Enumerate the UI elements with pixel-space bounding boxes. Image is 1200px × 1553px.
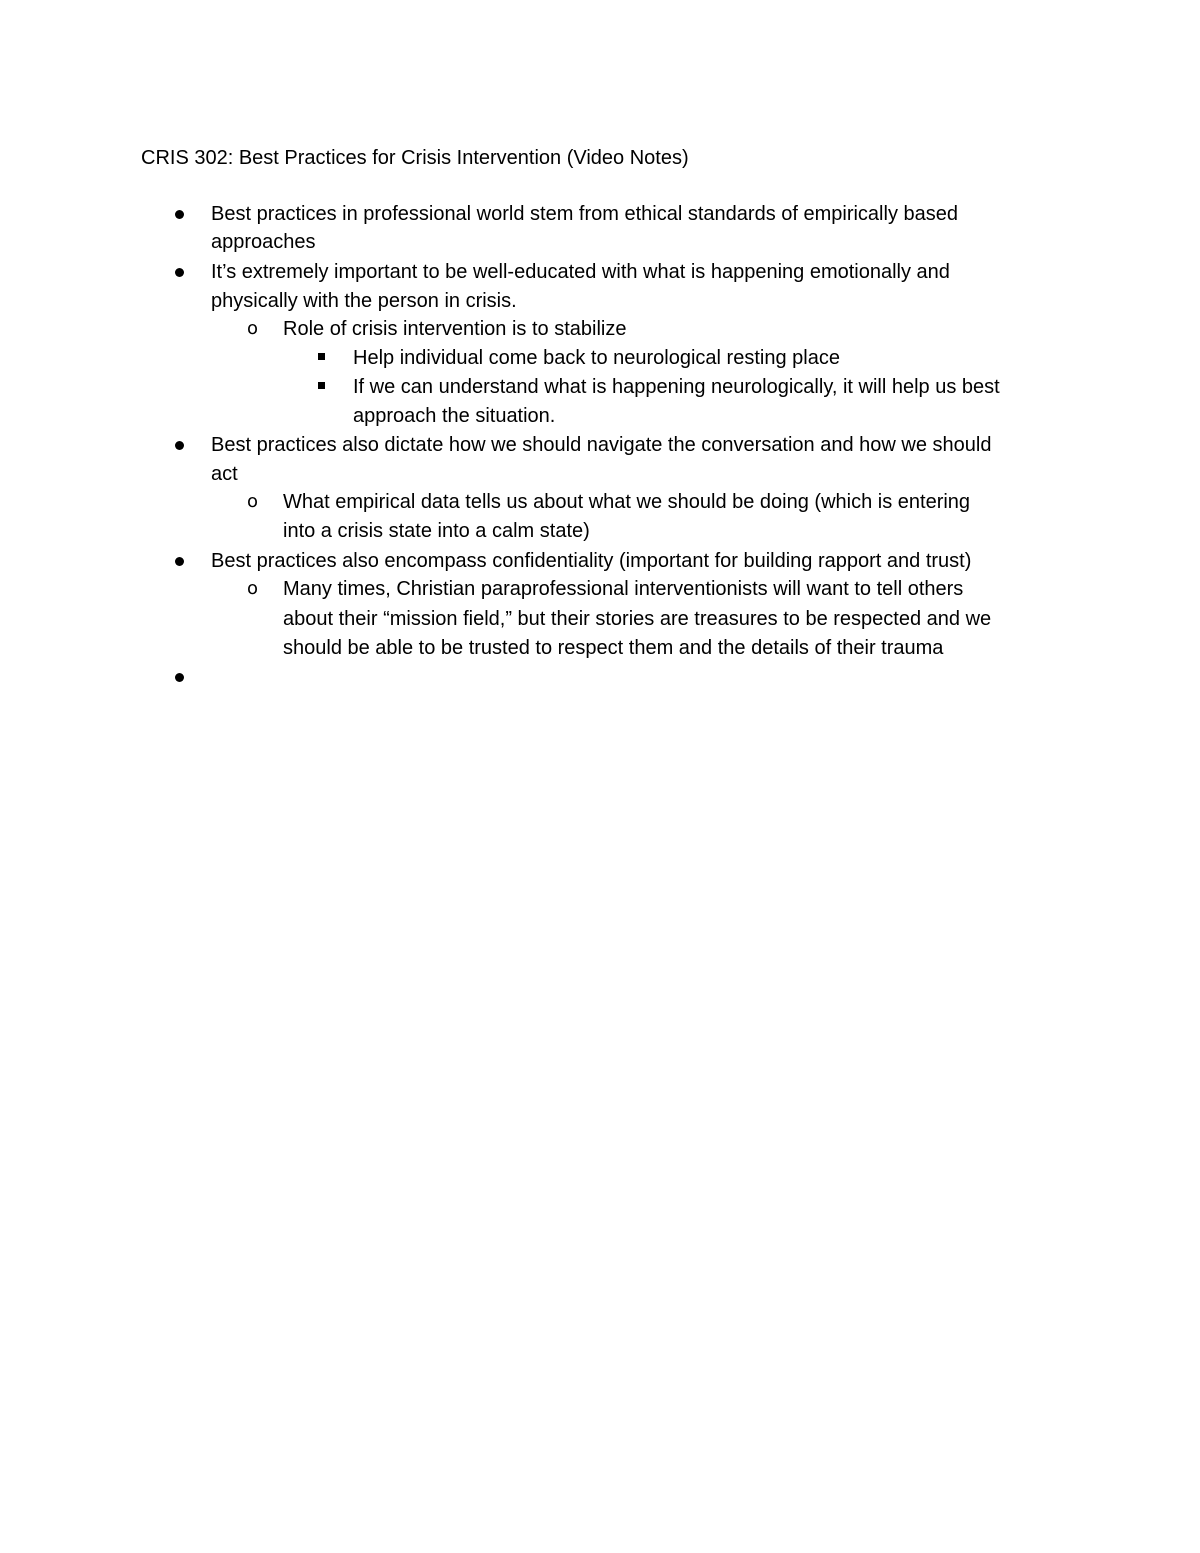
list-item-text: about their “mission field,” but their stories are treasures to be respected and we bbox=[283, 608, 992, 630]
bullet-icon bbox=[175, 268, 184, 277]
list-item-text: should be able to be trusted to respect them and the details of their trauma bbox=[283, 637, 944, 659]
list-item-text: Best practices also encompass confidentiality (important for building rapport and trust) bbox=[211, 550, 972, 572]
hollow-bullet-icon: o bbox=[247, 491, 259, 512]
list-item-text: approach the situation. bbox=[353, 405, 556, 427]
list-item-text: Best practices also dictate how we should navigate the conversation and how we should bbox=[211, 434, 992, 456]
square-bullet-icon bbox=[318, 382, 325, 389]
bullet-icon bbox=[175, 673, 184, 682]
list-item-text: What empirical data tells us about what we should be doing (which is entering bbox=[283, 491, 971, 513]
list-item-text: approaches bbox=[211, 231, 316, 253]
bullet-icon bbox=[175, 557, 184, 566]
hollow-bullet-icon: o bbox=[247, 318, 259, 339]
list-item-text: Role of crisis intervention is to stabilize bbox=[283, 318, 627, 340]
square-bullet-icon bbox=[318, 353, 325, 360]
hollow-bullet-icon: o bbox=[247, 578, 259, 599]
list-item-text: Best practices in professional world stem from ethical standards of empirically based bbox=[211, 203, 958, 225]
document-title: CRIS 302: Best Practices for Crisis Intervention (Video Notes) bbox=[141, 147, 689, 169]
list-item-text: act bbox=[211, 463, 238, 485]
list-item-text: Many times, Christian paraprofessional interventionists will want to tell others bbox=[283, 578, 964, 600]
list-item-text: It’s extremely important to be well-educated with what is happening emotionally and bbox=[211, 261, 950, 283]
list-item-text: If we can understand what is happening neurologically, it will help us best bbox=[353, 376, 1000, 398]
bullet-icon bbox=[175, 210, 184, 219]
list-item-text: Help individual come back to neurological resting place bbox=[353, 347, 840, 369]
list-item-text: physically with the person in crisis. bbox=[211, 290, 517, 312]
list-item-text: into a crisis state into a calm state) bbox=[283, 520, 590, 542]
bullet-icon bbox=[175, 441, 184, 450]
